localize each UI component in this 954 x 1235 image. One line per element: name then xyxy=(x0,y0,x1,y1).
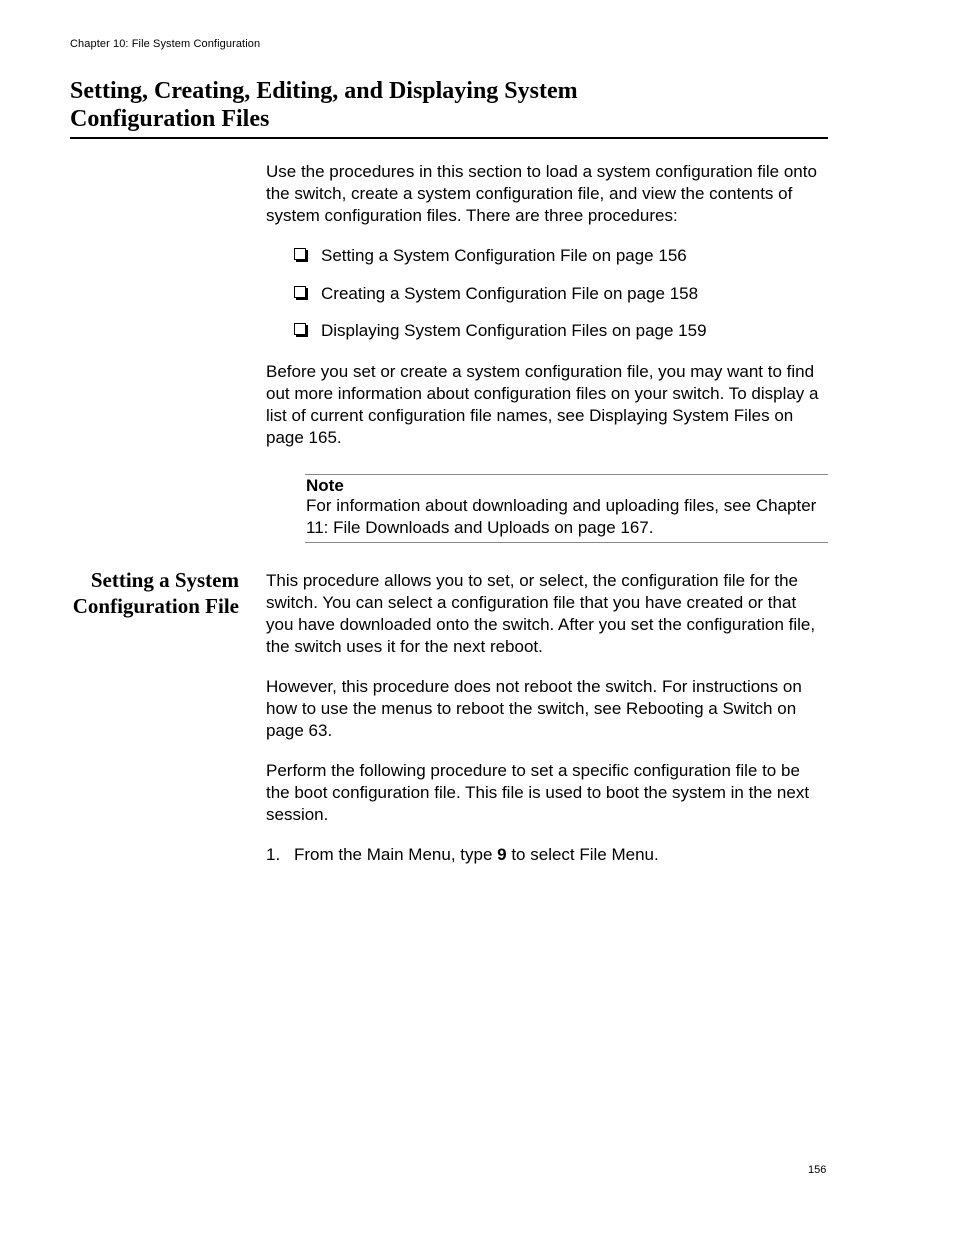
step-text: From the Main Menu, type xyxy=(294,845,498,864)
subsection-heading: Setting a System Configuration File xyxy=(72,568,239,618)
procedure-list-item xyxy=(294,320,707,342)
step-text-end: to select File Menu. xyxy=(506,845,659,864)
procedure-link[interactable]: Displaying System Configuration Files on page 159 xyxy=(321,321,707,340)
procedure-step xyxy=(266,844,659,866)
page-number: 156 xyxy=(808,1164,827,1176)
procedure-list-item xyxy=(294,283,698,305)
step-number: 1. xyxy=(266,845,281,864)
intro-paragraph: Use the procedures in this section to load a system configuration file onto the switch, create a system configuration file, and view the contents of system configuration files. There are three procedures: xyxy=(266,162,817,225)
running-header: Chapter 10: File System Configuration xyxy=(70,38,261,50)
note-top-rule xyxy=(305,474,828,475)
subsection-paragraph: However, this procedure does not reboot the switch. For instructions on how to use the menus to reboot the switch, see Rebooting a Switch on page 63. xyxy=(266,677,802,740)
procedure-link[interactable]: Creating a System Configuration File on page 158 xyxy=(321,284,699,303)
before-paragraph: Before you set or create a system configuration file, you may want to find out more information about configuration files on your switch. To display a list of current configuration file names, see Displaying System Files on page 165. xyxy=(266,362,819,447)
note-text: For information about downloading and uploading files, see Chapter 11: File Downloads and Uploads on page 167. xyxy=(306,496,817,537)
subsection-paragraph: Perform the following procedure to set a specific configuration file to be the boot configuration file. This file is used to boot the system in the next session. xyxy=(266,761,810,824)
subsection-paragraph: This procedure allows you to set, or select, the configuration file for the switch. You can select a configuration file that you have created or that you have downloaded onto the switch. After you set the configuration file, the switch uses it for the next reboot. xyxy=(266,571,816,656)
note-bottom-rule xyxy=(305,542,828,543)
checkbox-bullet-icon xyxy=(294,248,306,260)
title-rule xyxy=(70,137,828,139)
procedure-list-item xyxy=(294,245,687,267)
checkbox-bullet-icon xyxy=(294,323,306,335)
note-heading: Note xyxy=(306,476,344,495)
step-key: 9 xyxy=(497,845,507,864)
procedure-link[interactable]: Setting a System Configuration File on page 156 xyxy=(321,246,687,265)
section-title: Setting, Creating, Editing, and Displaying System Configuration Files xyxy=(70,78,578,132)
checkbox-bullet-icon xyxy=(294,286,306,298)
